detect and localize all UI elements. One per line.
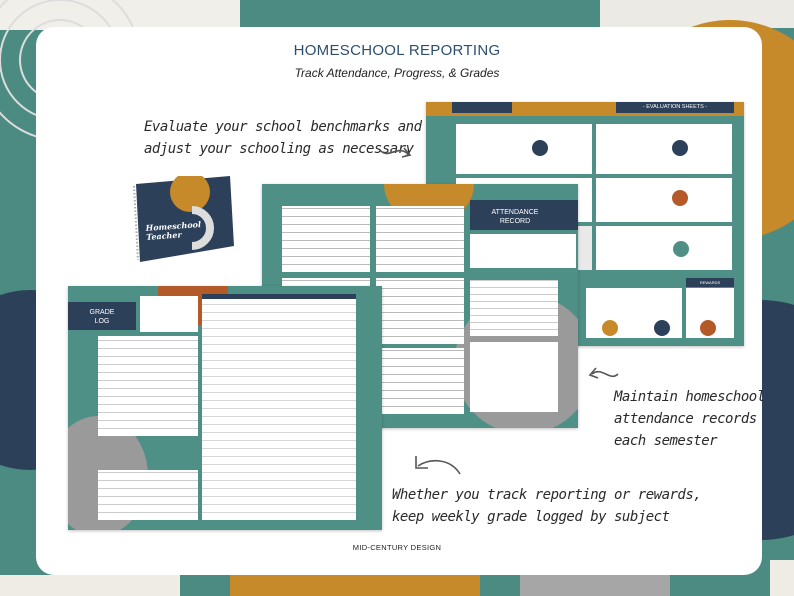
attendance-month-grid <box>376 278 464 344</box>
eval-dot <box>672 140 688 156</box>
attendance-notes-box <box>470 342 558 412</box>
callout-attendance <box>614 386 765 452</box>
cover-title-line1: Homeschool <box>145 219 202 233</box>
weekly-grades-header <box>202 294 356 299</box>
squiggle-arrow-icon <box>586 364 622 384</box>
reward-dot <box>602 320 618 336</box>
footer-label: MID-CENTURY DESIGN <box>352 543 442 552</box>
grading-scale-box <box>98 470 198 520</box>
attendance-month-grid <box>376 348 464 414</box>
eval-title: - EVALUATION SHEETS - <box>616 102 734 113</box>
eval-box <box>596 124 732 174</box>
attendance-month-grid <box>376 206 464 272</box>
attendance-title-line2: RECORD <box>499 218 531 225</box>
eval-box <box>596 226 732 270</box>
grade-title-block <box>68 302 136 330</box>
attendance-title-block <box>470 200 578 230</box>
callout-attendance-line3: each semester <box>614 433 718 449</box>
grade-title-line1: GRADE <box>89 309 115 316</box>
weekly-grades-table <box>202 296 356 520</box>
callout-evaluate-line2: adjust your schooling as necessary <box>144 141 414 157</box>
grade-progress-box <box>98 336 198 436</box>
planner-cover-title <box>145 220 201 242</box>
callout-attendance-line2: attendance records <box>614 411 757 427</box>
callout-attendance-line1: Maintain homeschool <box>614 389 765 405</box>
cover-title-line2: Teacher <box>145 229 182 242</box>
page-title: HOMESCHOOL REPORTING <box>293 42 501 59</box>
eval-box <box>456 124 592 174</box>
page-subtitle: Track Attendance, Progress, & Grades <box>294 66 500 80</box>
callout-grades-line1: Whether you track reporting or rewards, <box>392 487 702 503</box>
grade-title-line2: LOG <box>94 318 110 325</box>
callout-grades <box>392 484 701 528</box>
eval-dot <box>532 140 548 156</box>
callout-grades-line2: keep weekly grade logged by subject <box>392 509 670 525</box>
eval-dot <box>672 240 690 258</box>
attendance-notes-box <box>470 280 558 336</box>
eval-box <box>596 178 732 222</box>
attendance-title-line1: ATTENDANCE <box>491 209 539 216</box>
reward-dot <box>654 320 670 336</box>
eval-dot <box>672 190 688 206</box>
grade-info-box <box>140 296 198 332</box>
attendance-month-grid <box>282 206 370 272</box>
squiggle-arrow-icon <box>378 144 418 164</box>
planner-cover <box>130 176 238 264</box>
eval-tab-left <box>452 102 512 113</box>
attendance-info-box <box>470 234 576 268</box>
curved-arrow-icon <box>410 448 466 478</box>
eval-rewards-label: REWARDS <box>686 278 734 287</box>
grade-log-page <box>68 286 382 530</box>
reward-dot <box>700 320 716 336</box>
callout-evaluate-line1: Evaluate your school benchmarks and <box>144 119 422 135</box>
